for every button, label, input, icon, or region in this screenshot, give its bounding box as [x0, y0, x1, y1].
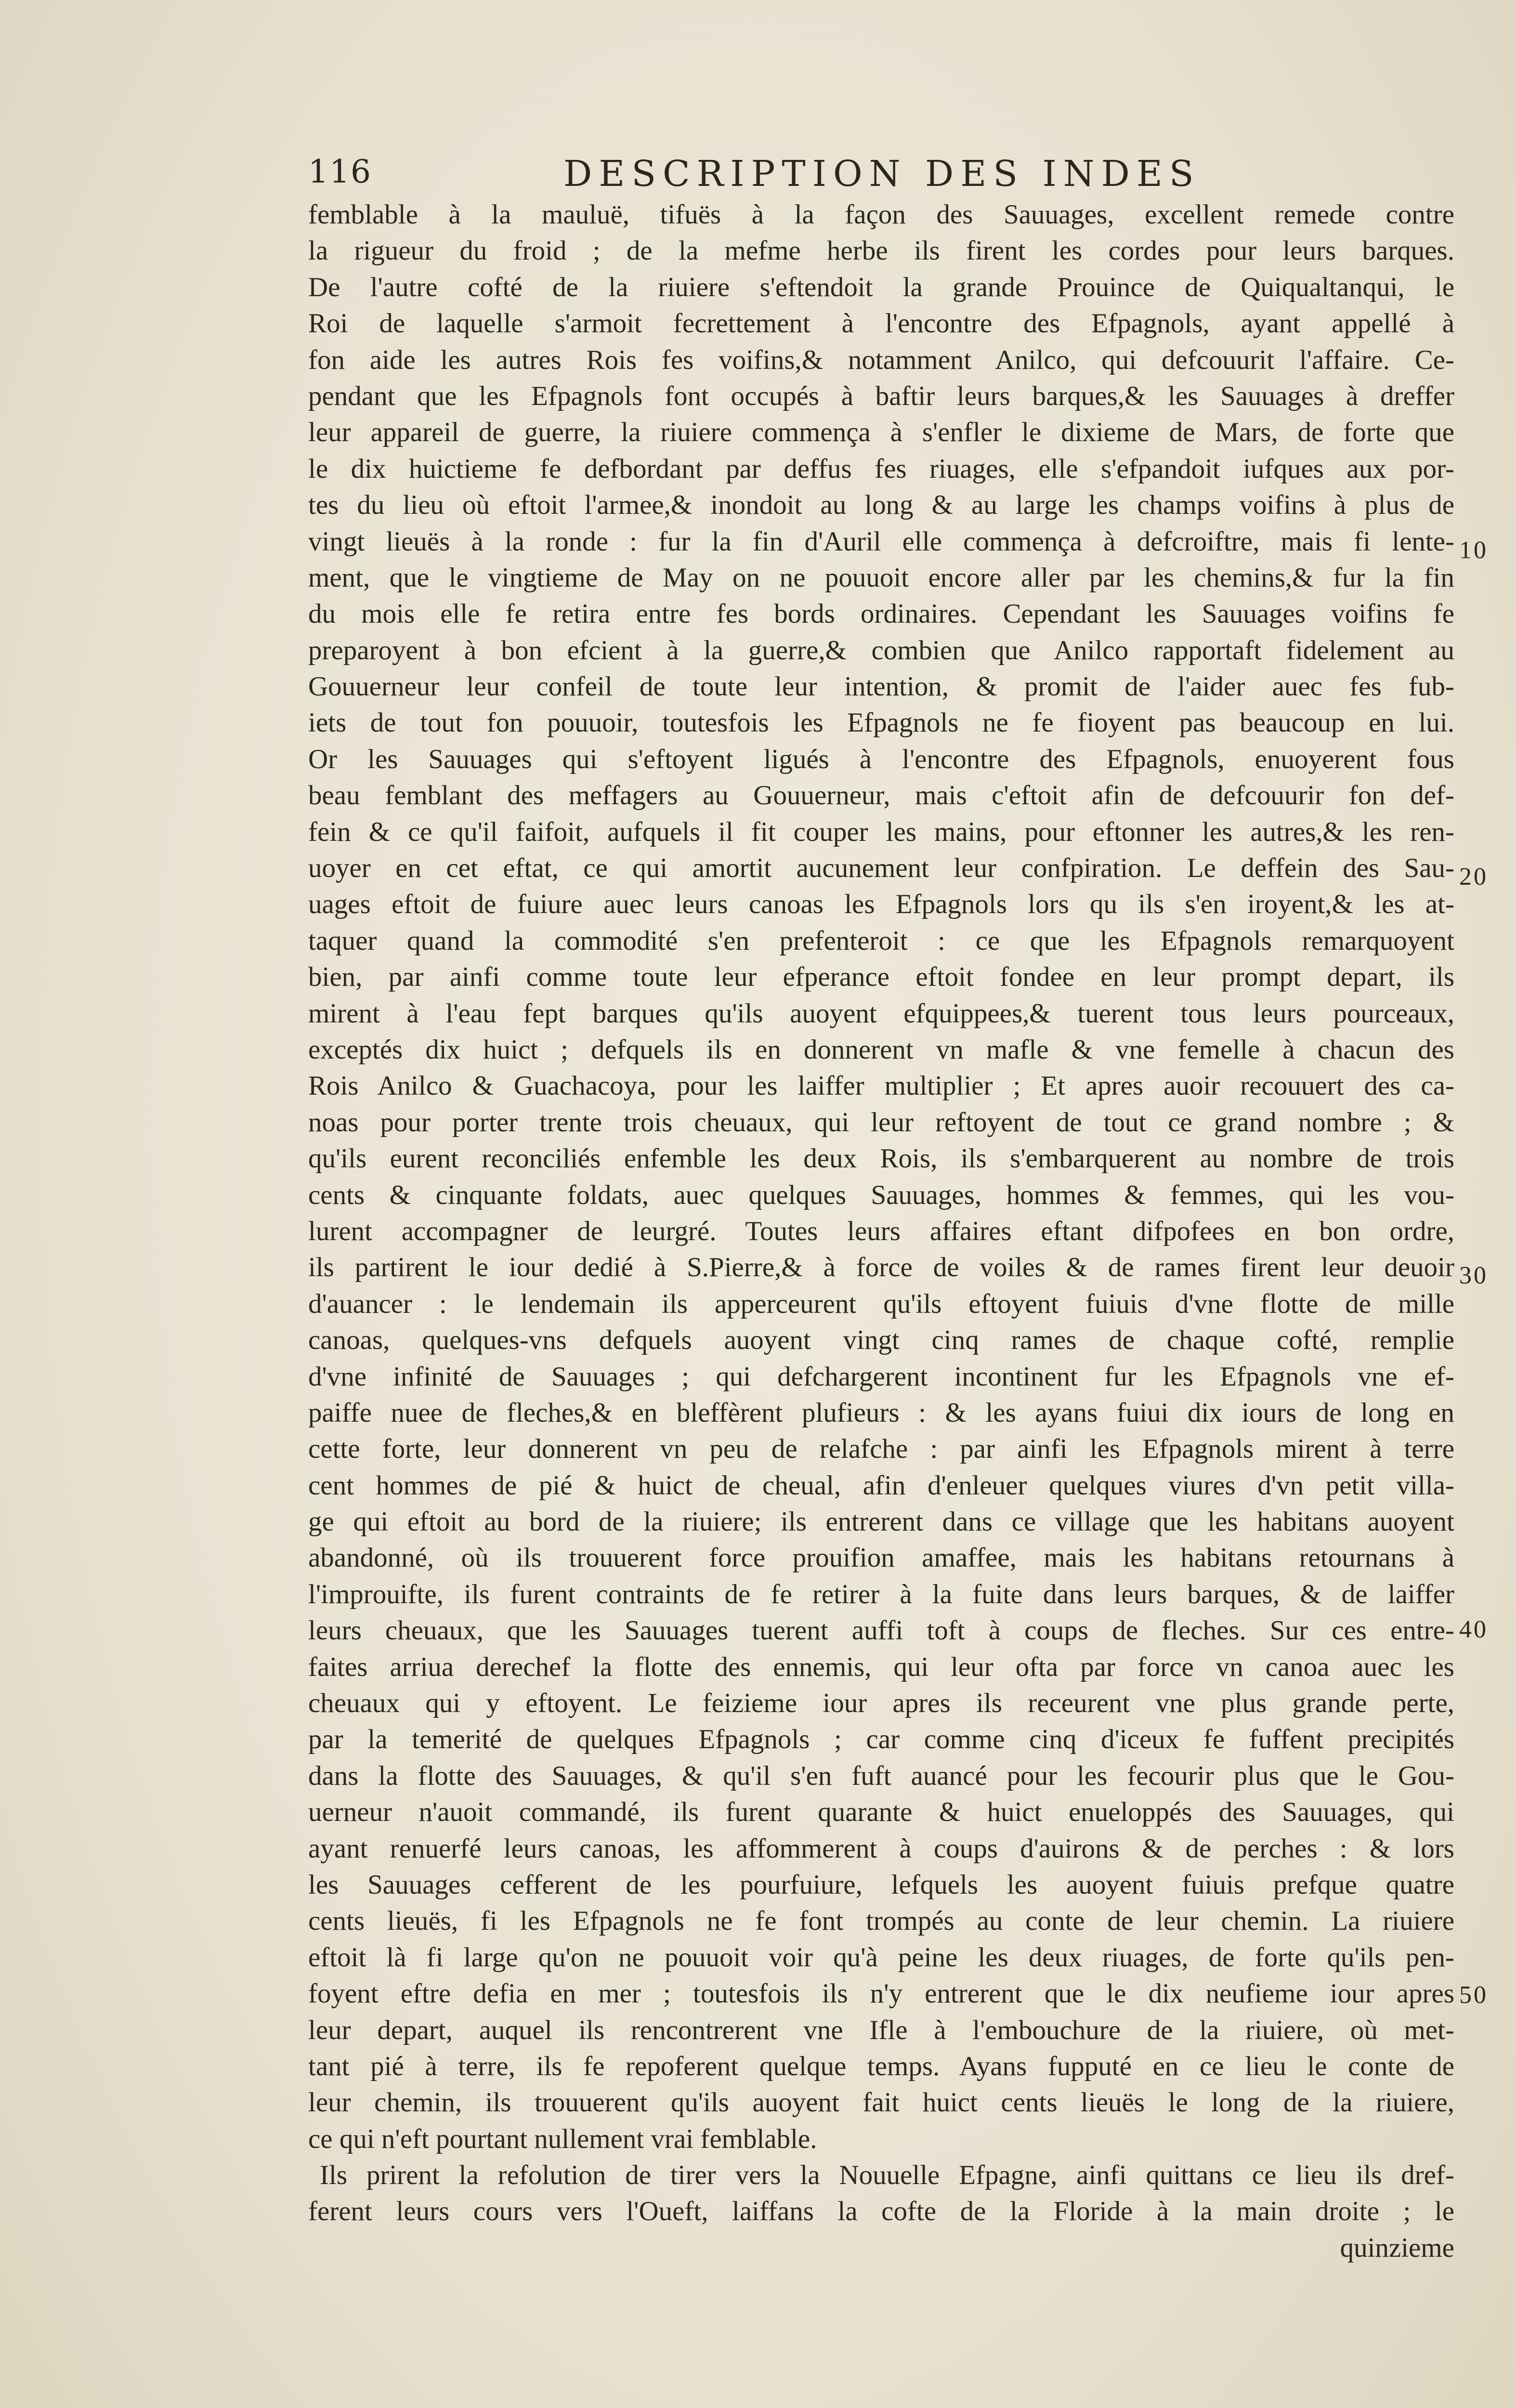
body-text	[308, 196, 1454, 2266]
page-header	[308, 153, 1454, 201]
text-line: lurent accompagner de leurgré. Toutes leurs affaires eftant difpofees en bon ordre,	[308, 1216, 1454, 1246]
text-line: preparoyent à bon efcient à la guerre,& combien que Anilco rapportaft fidelement au	[308, 635, 1454, 666]
text-line: Gouuerneur leur confeil de toute leur intention, & promit de l'aider auec fes fub-	[308, 671, 1454, 702]
text-line: cheuaux qui y eftoyent. Le feizieme iour apres ils receurent vne plus grande perte,	[308, 1688, 1454, 1719]
text-line: faites arriua derechef la flotte des ennemis, qui leur ofta par force vn canoa auec les	[308, 1651, 1454, 1682]
margin-line-number: 40	[1459, 1616, 1488, 1643]
text-line: fon aide les autres Rois fes voifins,& notamment Anilco, qui defcouurit l'affaire. Ce-	[308, 344, 1454, 375]
text-line: uages eftoit de fuiure auec leurs canoas les Efpagnols lors qu ils s'en iroyent,& les at-	[308, 889, 1454, 920]
text-line: ayant renuerfé leurs canoas, les affommerent à coups d'auirons & de perches : & lors	[308, 1833, 1454, 1864]
text-line: canoas, quelques-vns defquels auoyent vingt cinq rames de chaque cofté, remplie	[308, 1325, 1454, 1356]
text-line: Rois Anilco & Guachacoya, pour les laiffer multiplier ; Et apres auoir recouuert des ca-	[308, 1071, 1454, 1101]
text-line: l'improuifte, ils furent contraints de fe retirer à la fuite dans leurs barques, & de laiffer	[308, 1579, 1454, 1610]
text-line: le dix huictieme fe defbordant par deffus fes riuages, elle s'efpandoit iufques aux por-	[308, 453, 1454, 484]
text-line: Ils prirent la refolution de tirer vers la Nouuelle Efpagne, ainfi quittans ce lieu ils dref-	[320, 2160, 1454, 2191]
text-line: beau femblant des meffagers au Gouuerneur, mais c'eftoit afin de defcouurir fon def-	[308, 780, 1454, 811]
margin-line-number: 20	[1459, 863, 1488, 890]
text-line: femblable à la mauluë, tifuës à la façon des Sauuages, excellent remede contre	[308, 199, 1454, 230]
text-line: leur appareil de guerre, la riuiere commença à s'enfler le dixieme de Mars, de forte que	[308, 417, 1454, 448]
text-line: cent hommes de pié & huict de cheual, afin d'enleuer quelques viures d'vn petit villa-	[308, 1470, 1454, 1501]
text-line: cette forte, leur donnerent vn peu de relafche : par ainfi les Efpagnols mirent à terre	[308, 1434, 1454, 1465]
page-number: 116	[308, 153, 372, 190]
text-line: iets de tout fon pouuoir, toutesfois les Efpagnols ne fe fioyent pas beaucoup en lui.	[308, 707, 1454, 738]
text-line: fein & ce qu'il faifoit, aufquels il fit couper les mains, pour eftonner les autres,& les ren-	[308, 816, 1454, 847]
text-line: par la temerité de quelques Efpagnols ; car comme cinq d'iceux fe fuffent precipités	[308, 1724, 1454, 1755]
text-line: du mois elle fe retira entre fes bords ordinaires. Cependant les Sauuages voifins fe	[308, 599, 1454, 629]
text-line: d'auancer : le lendemain ils apperceurent qu'ils eftoyent fuiuis d'vne flotte de mille	[308, 1288, 1454, 1319]
text-line: leur depart, auquel ils rencontrerent vne Ifle à l'embouchure de la riuiere, où met-	[308, 2015, 1454, 2045]
text-line: cents lieuës, fi les Efpagnols ne fe font trompés au conte de leur chemin. La riuiere	[308, 1906, 1454, 1937]
text-line: Roi de laquelle s'armoit fecrettement à l'encontre des Efpagnols, ayant appellé à	[308, 308, 1454, 339]
text-line: exceptés dix huict ; defquels ils en donnerent vn mafle & vne femelle à chacun des	[308, 1034, 1454, 1065]
text-line: la rigueur du froid ; de la mefme herbe ils firent les cordes pour leurs barques.	[308, 236, 1454, 266]
text-line: noas pour porter trente trois cheuaux, qui leur reftoyent de tout ce grand nombre ; &	[308, 1107, 1454, 1138]
text-line: ge qui eftoit au bord de la riuiere; ils entrerent dans ce village que les habitans auoyent	[308, 1506, 1454, 1537]
text-line: ils partirent le iour dedié à S.Pierre,& à force de voiles & de rames firent leur deuoir	[308, 1252, 1454, 1283]
text-line: vingt lieuës à la ronde : fur la fin d'Auril elle commença à defcroiftre, mais fi lente-	[308, 526, 1454, 557]
text-line: qu'ils eurent reconciliés enfemble les deux Rois, ils s'embarquerent au nombre de trois	[308, 1143, 1454, 1174]
text-line: d'vne infinité de Sauuages ; qui defchargerent incontinent fur les Efpagnols vne ef-	[308, 1361, 1454, 1392]
running-title: DESCRIPTION DES INDES	[563, 153, 1201, 195]
text-line: foyent eftre defia en mer ; toutesfois ils n'y entrerent que le dix neufieme iour apres	[308, 1978, 1454, 2009]
text-line: ment, que le vingtieme de May on ne pouuoit encore aller par les chemins,& fur la fin	[308, 562, 1454, 593]
margin-line-number: 50	[1459, 1981, 1488, 2009]
text-line: tes du lieu où eftoit l'armee,& inondoit au long & au large les champs voifins à plus de	[308, 490, 1454, 521]
text-line: paiffe nuee de fleches,& en bleffèrent plufieurs : & les ayans fuiui dix iours de long en	[308, 1397, 1454, 1428]
margin-line-number: 10	[1459, 537, 1488, 564]
text-line: leur chemin, ils trouuerent qu'ils auoyent fait huict cents lieuës le long de la riuiere,	[308, 2087, 1454, 2118]
text-line: les Sauuages cefferent de les pourfuiure, lefquels les auoyent fuiuis prefque quatre	[308, 1869, 1454, 1900]
text-line: taquer quand la commodité s'en prefenteroit : ce que les Efpagnols remarquoyent	[308, 925, 1454, 956]
text-line: tant pié à terre, ils fe repoferent quelque temps. Ayans fupputé en ce lieu le conte de	[308, 2051, 1454, 2081]
text-line: uerneur n'auoit commandé, ils furent quarante & huict enueloppés des Sauuages, qui	[308, 1797, 1454, 1828]
catchword: quinzieme	[1340, 2232, 1454, 2263]
text-line: ce qui n'eft pourtant nullement vrai femblable.	[308, 2123, 817, 2154]
text-line: dans la flotte des Sauuages, & qu'il s'en fuft auancé pour les fecourir plus que le Gou-	[308, 1760, 1454, 1791]
text-line: ferent leurs cours vers l'Oueft, laiffans la cofte de la Floride à la main droite ; le	[308, 2196, 1454, 2227]
text-line: bien, par ainfi comme toute leur efperance eftoit fondee en leur prompt depart, ils	[308, 962, 1454, 993]
text-line: De l'autre cofté de la riuiere s'eftendoit la grande Prouince de Quiqualtanqui, le	[308, 272, 1454, 302]
text-line: pendant que les Efpagnols font occupés à baftir leurs barques,& les Sauuages à dreffer	[308, 380, 1454, 411]
text-line: cents & cinquante foldats, auec quelques Sauuages, hommes & femmes, qui les vou-	[308, 1179, 1454, 1210]
text-line: leurs cheuaux, que les Sauuages tuerent auffi toft à coups de fleches. Sur ces entre-	[308, 1615, 1454, 1646]
text-line: mirent à l'eau fept barques qu'ils auoyent efquippees,& tuerent tous leurs pourceaux,	[308, 998, 1454, 1029]
text-line: uoyer en cet eftat, ce qui amortit aucunement leur confpiration. Le deffein des Sau-	[308, 853, 1454, 884]
text-line: eftoit là fi large qu'on ne pouuoit voir qu'à peine les deux riuages, de forte qu'ils pen-	[308, 1942, 1454, 1973]
margin-line-number: 30	[1459, 1262, 1488, 1289]
text-line: Or les Sauuages qui s'eftoyent ligués à l'encontre des Efpagnols, enuoyerent fous	[308, 744, 1454, 774]
text-line: abandonné, où ils trouuerent force prouifion amaffee, mais les habitans retournans à	[308, 1543, 1454, 1573]
